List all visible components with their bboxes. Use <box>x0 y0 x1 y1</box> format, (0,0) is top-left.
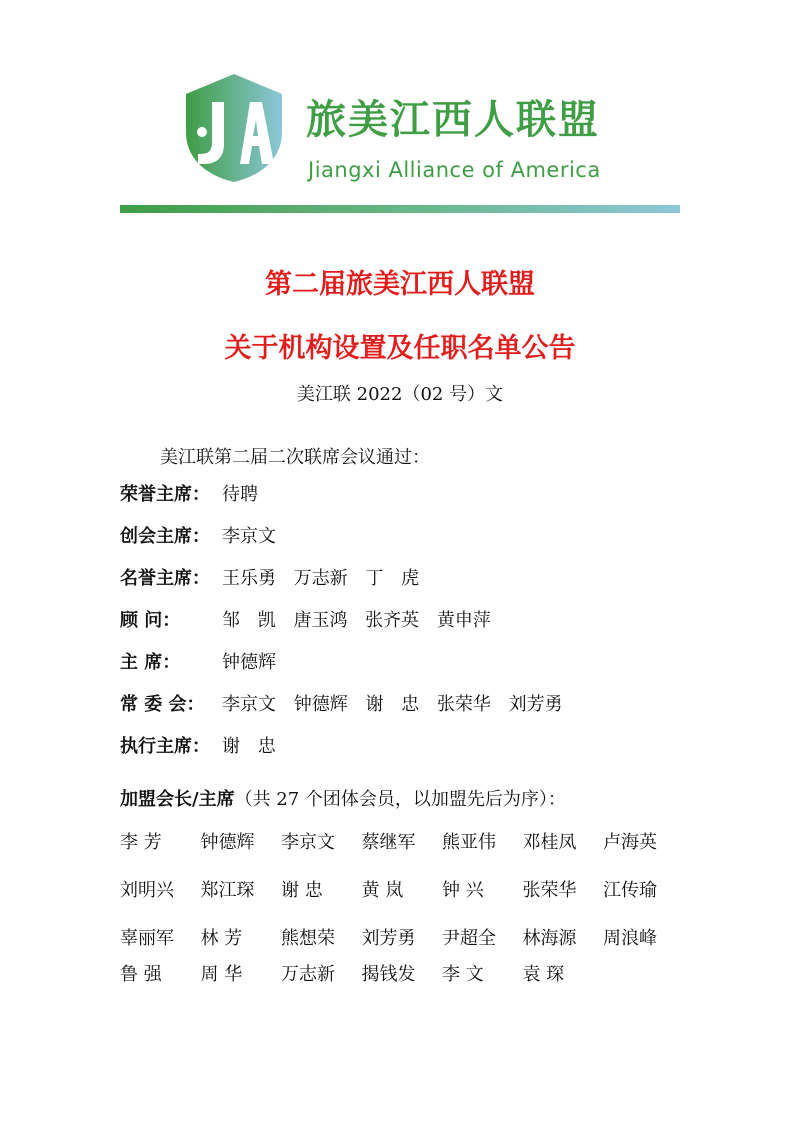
member-row <box>120 960 720 986</box>
member-name: 尹超全 <box>442 928 496 949</box>
role-value: 谢 忠 <box>222 736 276 757</box>
member-name: 刘明兴 <box>120 880 174 901</box>
title-line-1: 第二届旅美江西人联盟 <box>265 269 535 300</box>
role-advisors <box>120 606 720 648</box>
intro-text: 美江联第二届二次联席会议通过： <box>160 447 430 468</box>
member-name: 刘芳勇 <box>361 928 416 949</box>
role-label: 创会主席： <box>120 526 210 547</box>
member-name: 辜丽军 <box>120 928 174 949</box>
member-name: 邓桂凤 <box>522 832 577 853</box>
member-name: 林 芳 <box>200 928 243 949</box>
members-heading <box>120 785 566 811</box>
role-honorary-chairman <box>120 480 720 522</box>
brand-chinese-name: 旅美江西人联盟 <box>306 97 600 143</box>
role-standing-committee <box>120 690 720 732</box>
shield-logo-icon <box>182 72 286 184</box>
member-name: 张荣华 <box>522 880 577 901</box>
member-name: 郑江琛 <box>200 880 255 901</box>
role-value: 钟德辉 <box>222 652 276 673</box>
member-name: 熊亚伟 <box>442 832 496 853</box>
document-number: 美江联 2022（02 号）文 <box>296 384 504 405</box>
member-name: 钟德辉 <box>200 832 255 853</box>
member-name: 周 华 <box>200 964 243 985</box>
member-name: 钟 兴 <box>442 880 484 901</box>
member-name: 谢 忠 <box>281 880 323 901</box>
role-label: 执行主席： <box>120 736 210 757</box>
members-heading-bold: 加盟会长/主席 <box>120 789 235 810</box>
member-name: 李 芳 <box>120 832 162 853</box>
members-heading-note: （共 27 个团体会员，以加盟先后为序）： <box>234 789 566 810</box>
member-name: 李 文 <box>442 964 484 985</box>
member-row <box>120 828 720 854</box>
role-value: 李京文 钟德辉 谢 忠 张荣华 刘芳勇 <box>222 694 563 715</box>
role-founding-chairman <box>120 522 720 564</box>
member-name: 鲁 强 <box>120 964 162 985</box>
member-row <box>120 876 720 902</box>
title-line-2: 关于机构设置及任职名单公告 <box>224 333 576 364</box>
role-value: 李京文 <box>222 526 276 547</box>
members-list <box>120 828 720 986</box>
member-name: 李京文 <box>281 832 335 853</box>
member-name: 袁 琛 <box>522 964 565 985</box>
member-name: 熊想荣 <box>281 928 335 949</box>
role-chairman <box>120 648 720 690</box>
member-name: 江传瑜 <box>603 880 657 901</box>
role-value: 邹 凯 唐玉鸿 张齐英 黄申萍 <box>222 610 491 631</box>
member-name: 揭钱发 <box>361 964 416 985</box>
brand-english-name: Jiangxi Alliance of America <box>308 158 601 182</box>
member-row <box>120 924 720 950</box>
member-name: 黄 岚 <box>361 880 404 901</box>
role-label: 名誉主席： <box>120 568 210 589</box>
roles-list <box>120 480 720 774</box>
role-label: 主 席： <box>120 652 181 673</box>
role-label: 顾 问： <box>120 610 181 631</box>
member-name: 卢海英 <box>603 832 657 853</box>
header-logo <box>120 60 680 220</box>
role-value: 王乐勇 万志新 丁 虎 <box>222 568 420 589</box>
role-executive-chairman <box>120 732 720 774</box>
role-label: 荣誉主席： <box>120 484 210 505</box>
role-label: 常 委 会： <box>120 694 205 715</box>
header-divider <box>120 205 680 213</box>
member-name: 周浪峰 <box>603 928 657 949</box>
role-value: 待聘 <box>222 484 258 505</box>
member-name: 蔡继军 <box>361 832 416 853</box>
member-name: 万志新 <box>281 964 335 985</box>
role-emeritus-chairman <box>120 564 720 606</box>
member-name: 林海源 <box>522 928 577 949</box>
